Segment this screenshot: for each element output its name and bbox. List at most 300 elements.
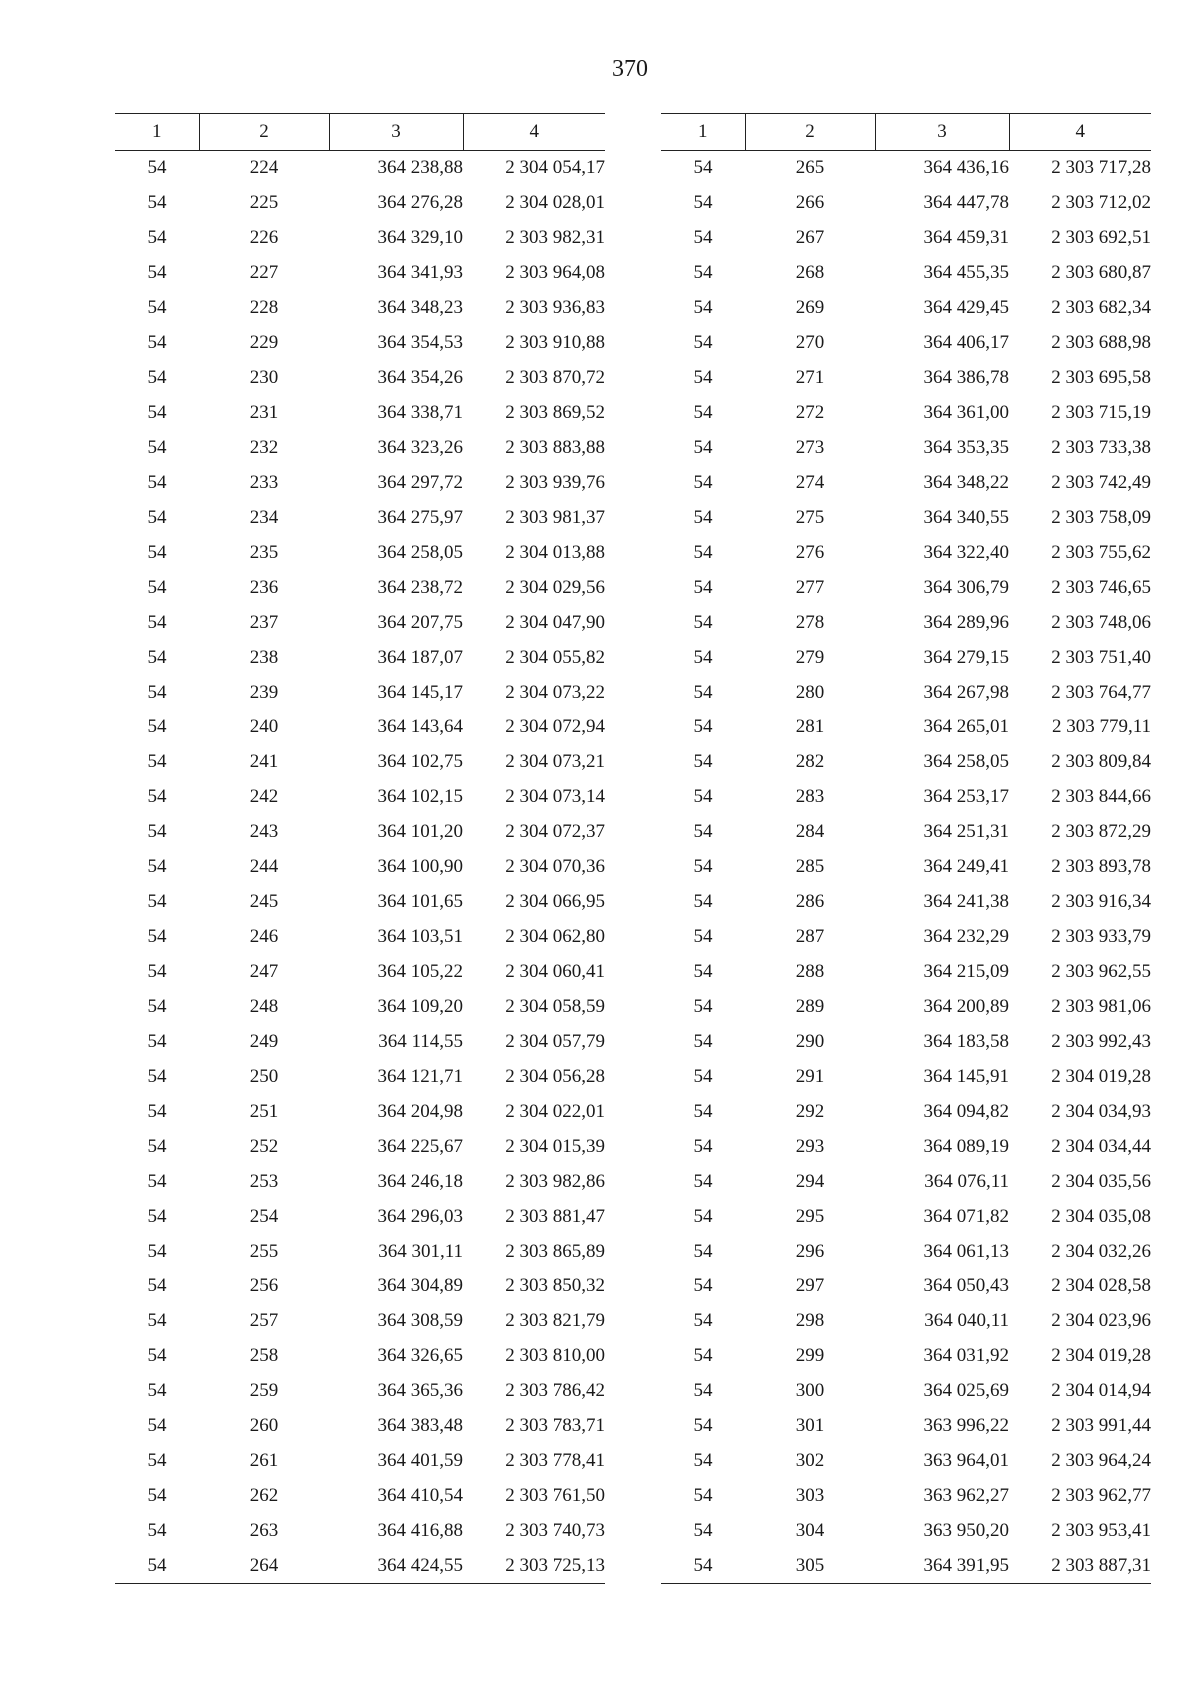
table-cell-col-2: 276: [795, 541, 825, 563]
table-cell-col-1: 54: [693, 716, 713, 738]
coordinates-table-right: [661, 113, 1151, 1584]
table-cell-col-2: 292: [795, 1100, 825, 1122]
table-cell-col-4: 2 304 035,08: [1051, 1205, 1151, 1227]
table-row: [661, 780, 1151, 815]
table-row: [115, 361, 605, 396]
table-cell-col-2: 299: [795, 1345, 825, 1367]
table-row: [661, 1479, 1151, 1514]
table-cell-col-2: 279: [795, 646, 825, 668]
table-row: [115, 151, 605, 186]
table-cell-col-4: 2 304 056,28: [505, 1065, 605, 1087]
table-cell-col-4: 2 303 746,65: [1051, 576, 1151, 598]
table-cell-col-2: 286: [795, 891, 825, 913]
table-cell-col-2: 232: [249, 436, 279, 458]
table-cell-col-3: 364 354,26: [377, 367, 463, 389]
table-row: [661, 955, 1151, 990]
table-cell-col-1: 54: [147, 402, 167, 424]
table-cell-col-3: 363 996,22: [923, 1415, 1009, 1437]
table-cell-col-2: 237: [249, 611, 279, 633]
table-cell-col-3: 364 200,89: [923, 995, 1009, 1017]
table-cell-col-1: 54: [693, 1030, 713, 1052]
table-row: [115, 640, 605, 675]
table-cell-col-1: 54: [693, 1065, 713, 1087]
table-cell-col-1: 54: [693, 332, 713, 354]
table-cell-col-1: 54: [693, 995, 713, 1017]
table-row: [115, 1234, 605, 1269]
table-row: [115, 1514, 605, 1549]
table-cell-col-4: 2 303 939,76: [505, 471, 605, 493]
table-cell-col-3: 364 348,23: [377, 297, 463, 319]
table-cell-col-1: 54: [693, 541, 713, 563]
table-cell-col-1: 54: [693, 157, 713, 179]
table-row: [115, 1199, 605, 1234]
table-cell-col-1: 54: [693, 1310, 713, 1332]
table-cell-col-2: 301: [795, 1415, 825, 1437]
table-row: [661, 221, 1151, 256]
table-cell-col-1: 54: [693, 1450, 713, 1472]
table-cell-col-1: 54: [147, 506, 167, 528]
table-cell-col-1: 54: [693, 1275, 713, 1297]
table-cell-col-1: 54: [693, 646, 713, 668]
table-row: [661, 500, 1151, 535]
table-cell-col-1: 54: [147, 157, 167, 179]
table-cell-col-1: 54: [693, 1240, 713, 1262]
table-cell-col-3: 364 040,11: [924, 1310, 1009, 1332]
table-cell-col-3: 364 145,17: [377, 681, 463, 703]
table-cell-col-1: 54: [693, 1520, 713, 1542]
table-cell-col-1: 54: [693, 891, 713, 913]
table-cell-col-2: 291: [795, 1065, 825, 1087]
table-cell-col-4: 2 304 073,14: [505, 786, 605, 808]
table-cell-col-4: 2 303 850,32: [505, 1275, 605, 1297]
table-row: [661, 640, 1151, 675]
table-cell-col-2: 255: [249, 1240, 279, 1262]
table-cell-col-1: 54: [147, 995, 167, 1017]
table-cell-col-2: 244: [249, 856, 279, 878]
table-cell-col-4: 2 303 786,42: [505, 1380, 605, 1402]
table-cell-col-3: 364 365,36: [377, 1380, 463, 1402]
table-cell-col-2: 298: [795, 1310, 825, 1332]
table-cell-col-3: 364 251,31: [923, 821, 1009, 843]
table-cell-col-1: 54: [661, 1549, 745, 1584]
table-cell-col-4: 2 304 072,37: [505, 821, 605, 843]
table-cell-col-3: 364 275,97: [377, 506, 463, 528]
table-cell-col-2: 289: [795, 995, 825, 1017]
table-cell-col-1: 54: [147, 646, 167, 668]
table-cell-col-4: 2 303 962,77: [1051, 1485, 1151, 1507]
table-cell-col-2: 268: [795, 262, 825, 284]
table-row: [115, 780, 605, 815]
table-cell-col-4: 2 303 964,08: [505, 262, 605, 284]
table-row: [115, 326, 605, 361]
table-cell-col-1: 54: [147, 611, 167, 633]
table-cell-col-2: 229: [249, 332, 279, 354]
table-row: [115, 396, 605, 431]
column-header-1: 1: [661, 114, 745, 151]
table-cell-col-1: 54: [147, 297, 167, 319]
table-cell-col-3: 364 348,22: [923, 471, 1009, 493]
table-cell-col-4: 2 304 062,80: [505, 926, 605, 948]
table-cell-col-2: 303: [795, 1485, 825, 1507]
table-row: [661, 361, 1151, 396]
table-cell-col-4: 2 303 821,79: [505, 1310, 605, 1332]
table-cell-col-4: 2 303 748,06: [1051, 611, 1151, 633]
table-cell-col-1: 54: [693, 611, 713, 633]
table-cell-col-3: 364 416,88: [377, 1520, 463, 1542]
table-cell-col-2: 253: [249, 1170, 279, 1192]
table-cell-col-1: 54: [147, 1170, 167, 1192]
table-row: [661, 151, 1151, 186]
table-cell-col-3: 364 101,65: [377, 891, 463, 913]
table-cell-col-3: 364 265,01: [923, 716, 1009, 738]
column-header-2: 2: [745, 114, 875, 151]
table-cell-col-1: 54: [147, 786, 167, 808]
table-cell-col-3: 364 304,89: [377, 1275, 463, 1297]
table-cell-col-1: 54: [693, 1135, 713, 1157]
table-cell-col-3: 364 105,22: [377, 961, 463, 983]
table-cell-col-1: 54: [147, 926, 167, 948]
table-row: [115, 1549, 605, 1584]
table-cell-col-4: 2 303 910,88: [505, 332, 605, 354]
table-cell-col-4: 2 303 982,86: [505, 1170, 605, 1192]
column-header-4: 4: [1009, 114, 1151, 151]
table-cell-col-4: 2 304 034,93: [1051, 1100, 1151, 1122]
table-row: [115, 675, 605, 710]
table-row: [115, 955, 605, 990]
table-cell-col-3: 364 340,55: [923, 506, 1009, 528]
table-cell-col-4: 2 303 740,73: [505, 1520, 605, 1542]
table-cell-col-3: 364 241,38: [923, 891, 1009, 913]
table-row: [661, 326, 1151, 361]
table-cell-col-4: 2 303 712,02: [1051, 192, 1151, 214]
table-cell-col-4: 2 303 810,00: [505, 1345, 605, 1367]
table-row: [115, 1479, 605, 1514]
table-cell-col-3: 364 031,92: [923, 1345, 1009, 1367]
table-cell-col-4: 2 304 019,28: [1051, 1345, 1151, 1367]
table-cell-col-3: 364 322,40: [923, 541, 1009, 563]
table-cell-col-3: 364 279,15: [923, 646, 1009, 668]
table-cell-col-1: 54: [147, 751, 167, 773]
table-cell-col-3: 364 338,71: [377, 402, 463, 424]
table-cell-col-2: 272: [795, 402, 825, 424]
table-cell-col-4: 2 304 023,96: [1051, 1310, 1151, 1332]
table-row: [661, 1199, 1151, 1234]
table-cell-col-3: 364 455,35: [923, 262, 1009, 284]
table-cell-col-3: 364 102,75: [377, 751, 463, 773]
table-cell-col-1: 54: [147, 856, 167, 878]
table-row: [115, 1129, 605, 1164]
table-cell-col-3: 364 076,11: [924, 1170, 1009, 1192]
table-cell-col-1: 54: [147, 961, 167, 983]
table-cell-col-4: 2 303 953,41: [1051, 1520, 1151, 1542]
table-cell-col-2: 271: [795, 367, 825, 389]
table-cell-col-1: 54: [693, 1205, 713, 1227]
table-cell-col-3: 364 114,55: [378, 1030, 463, 1052]
table-cell-col-3: 364 258,05: [377, 541, 463, 563]
table-cell-col-1: 54: [147, 1380, 167, 1402]
table-cell-col-4: 2 303 991,44: [1051, 1415, 1151, 1437]
table-cell-col-3: 364 225,67: [377, 1135, 463, 1157]
table-cell-col-4: 2 303 869,52: [505, 402, 605, 424]
table-row: [115, 990, 605, 1025]
table-body: [115, 151, 605, 1584]
table-cell-col-1: 54: [147, 436, 167, 458]
table-cell-col-3: 364 267,98: [923, 681, 1009, 703]
table-cell-col-2: 294: [795, 1170, 825, 1192]
table-cell-col-2: 264: [199, 1549, 329, 1584]
table-cell-col-3: 364 094,82: [923, 1100, 1009, 1122]
table-cell-col-4: 2 304 022,01: [505, 1100, 605, 1122]
table-cell-col-4: 2 303 844,66: [1051, 786, 1151, 808]
table-cell-col-2: 269: [795, 297, 825, 319]
column-header-1: 1: [115, 114, 199, 151]
table-cell-col-3: 364 050,43: [923, 1275, 1009, 1297]
table-row: [661, 1444, 1151, 1479]
table-cell-col-2: 235: [249, 541, 279, 563]
table-cell-col-3: 364 061,13: [923, 1240, 1009, 1262]
table-cell-col-2: 283: [795, 786, 825, 808]
table-cell-col-2: 246: [249, 926, 279, 948]
table-row: [115, 710, 605, 745]
table-cell-col-3: 364 238,88: [377, 157, 463, 179]
table-cell-col-2: 265: [795, 157, 825, 179]
table-cell-col-1: 54: [693, 402, 713, 424]
table-cell-col-4: 2 303 883,88: [505, 436, 605, 458]
table-row: [115, 920, 605, 955]
table-cell-col-3: 364 276,28: [377, 192, 463, 214]
table-row: [661, 1024, 1151, 1059]
table-cell-col-3: 364 406,17: [923, 332, 1009, 354]
table-cell-col-3: 364 353,35: [923, 436, 1009, 458]
table-row: [115, 535, 605, 570]
table-cell-col-4: 2 304 035,56: [1051, 1170, 1151, 1192]
table-cell-col-3: 364 101,20: [377, 821, 463, 843]
table-cell-col-3: 364 383,48: [377, 1415, 463, 1437]
table-cell-col-4: 2 304 073,21: [505, 751, 605, 773]
table-cell-col-4: 2 304 058,59: [505, 995, 605, 1017]
table-cell-col-1: 54: [147, 367, 167, 389]
table-cell-col-4: 2 304 032,26: [1051, 1240, 1151, 1262]
table-cell-col-2: 284: [795, 821, 825, 843]
table-cell-col-3: 364 089,19: [923, 1135, 1009, 1157]
table-cell-col-2: 234: [249, 506, 279, 528]
table-cell-col-3: 364 100,90: [377, 856, 463, 878]
table-cell-col-3: 364 323,26: [377, 436, 463, 458]
table-cell-col-4: 2 303 982,31: [505, 227, 605, 249]
table-cell-col-1: 54: [693, 1485, 713, 1507]
table-cell-col-2: 266: [795, 192, 825, 214]
table-cell-col-2: 288: [795, 961, 825, 983]
table-cell-col-1: 54: [147, 1450, 167, 1472]
table-cell-col-1: 54: [693, 1415, 713, 1437]
table-cell-col-2: 238: [249, 646, 279, 668]
table-cell-col-3: 364 246,18: [377, 1170, 463, 1192]
table-row: [661, 1059, 1151, 1094]
table-cell-col-2: 293: [795, 1135, 825, 1157]
table-cell-col-3: 364 238,72: [377, 576, 463, 598]
column-header-4: 4: [463, 114, 605, 151]
table-cell-col-3: 364 447,78: [923, 192, 1009, 214]
table-cell-col-4: 2 304 029,56: [505, 576, 605, 598]
table-cell-col-2: 270: [795, 332, 825, 354]
table-cell-col-1: 54: [147, 471, 167, 493]
table-cell-col-4: 2 304 034,44: [1051, 1135, 1151, 1157]
table-cell-col-4: 2 304 014,94: [1051, 1380, 1151, 1402]
table-cell-col-1: 54: [147, 716, 167, 738]
table-cell-col-3: 364 187,07: [377, 646, 463, 668]
table-cell-col-3: 364 401,59: [377, 1450, 463, 1472]
table-cell-col-2: 281: [795, 716, 825, 738]
table-cell-col-3: 364 410,54: [377, 1485, 463, 1507]
table-row: [661, 1129, 1151, 1164]
table-cell-col-3: 363 950,20: [923, 1520, 1009, 1542]
table-cell-col-3: 364 103,51: [377, 926, 463, 948]
table-cell-col-1: 54: [693, 1345, 713, 1367]
table-cell-col-4: 2 304 073,22: [505, 681, 605, 703]
table-cell-col-2: 278: [795, 611, 825, 633]
table-cell-col-4: 2 303 870,72: [505, 367, 605, 389]
table-cell-col-3: 364 326,65: [377, 1345, 463, 1367]
table-cell-col-2: 259: [249, 1380, 279, 1402]
table-cell-col-3: 364 424,55: [329, 1549, 463, 1584]
table-cell-col-4: 2 303 758,09: [1051, 506, 1151, 528]
table-cell-col-1: 54: [693, 297, 713, 319]
table-cell-col-1: 54: [147, 1030, 167, 1052]
table-header-row: [115, 114, 605, 151]
table-row: [115, 1059, 605, 1094]
table-cell-col-4: 2 303 933,79: [1051, 926, 1151, 948]
table-cell-col-3: 364 109,20: [377, 995, 463, 1017]
table-cell-col-3: 364 204,98: [377, 1100, 463, 1122]
table-cell-col-1: 54: [693, 821, 713, 843]
table-cell-col-4: 2 304 072,94: [505, 716, 605, 738]
table-row: [115, 500, 605, 535]
table-row: [661, 605, 1151, 640]
table-cell-col-1: 54: [693, 751, 713, 773]
table-cell-col-3: 364 308,59: [377, 1310, 463, 1332]
table-cell-col-1: 54: [147, 681, 167, 703]
table-cell-col-4: 2 303 733,38: [1051, 436, 1151, 458]
table-cell-col-1: 54: [147, 1310, 167, 1332]
table-cell-col-3: 364 145,91: [923, 1065, 1009, 1087]
table-cell-col-4: 2 304 066,95: [505, 891, 605, 913]
table-cell-col-4: 2 303 717,28: [1051, 157, 1151, 179]
table-cell-col-3: 364 329,10: [377, 227, 463, 249]
table-cell-col-4: 2 304 015,39: [505, 1135, 605, 1157]
table-row: [661, 291, 1151, 326]
table-cell-col-1: 54: [693, 961, 713, 983]
table-cell-col-3: 364 459,31: [923, 227, 1009, 249]
table-row: [115, 1339, 605, 1374]
table-cell-col-1: 54: [693, 367, 713, 389]
table-cell-col-4: 2 303 751,40: [1051, 646, 1151, 668]
table-cell-col-4: 2 304 028,01: [505, 192, 605, 214]
table-cell-col-1: 54: [693, 506, 713, 528]
table-cell-col-2: 257: [249, 1310, 279, 1332]
table-cell-col-2: 260: [249, 1415, 279, 1437]
table-cell-col-1: 54: [693, 681, 713, 703]
table-cell-col-3: 364 361,00: [923, 402, 1009, 424]
table-row: [661, 396, 1151, 431]
table-row: [661, 1549, 1151, 1584]
table-row: [661, 745, 1151, 780]
table-cell-col-3: 364 025,69: [923, 1380, 1009, 1402]
table-row: [661, 815, 1151, 850]
table-cell-col-4: 2 303 981,37: [505, 506, 605, 528]
table-cell-col-2: 245: [249, 891, 279, 913]
table-cell-col-2: 252: [249, 1135, 279, 1157]
table-cell-col-4: 2 303 893,78: [1051, 856, 1151, 878]
table-cell-col-4: 2 303 778,41: [505, 1450, 605, 1472]
table-row: [661, 990, 1151, 1025]
table-row: [115, 1444, 605, 1479]
table-cell-col-4: 2 303 936,83: [505, 297, 605, 319]
table-cell-col-1: 54: [693, 436, 713, 458]
table-cell-col-2: 275: [795, 506, 825, 528]
table-cell-col-4: 2 303 981,06: [1051, 995, 1151, 1017]
table-cell-col-2: 233: [249, 471, 279, 493]
column-header-2: 2: [199, 114, 329, 151]
table-cell-col-4: 2 304 057,79: [505, 1030, 605, 1052]
table-cell-col-4: 2 303 881,47: [505, 1205, 605, 1227]
table-cell-col-2: 263: [249, 1520, 279, 1542]
table-cell-col-2: 290: [795, 1030, 825, 1052]
table-cell-col-1: 54: [147, 1065, 167, 1087]
table-cell-col-4: 2 303 682,34: [1051, 297, 1151, 319]
table-cell-col-2: 258: [249, 1345, 279, 1367]
table-cell-col-4: 2 304 019,28: [1051, 1065, 1151, 1087]
table-cell-col-3: 364 341,93: [377, 262, 463, 284]
table-cell-col-3: 364 207,75: [377, 611, 463, 633]
table-cell-col-2: 295: [795, 1205, 825, 1227]
table-row: [115, 465, 605, 500]
table-cell-col-2: 300: [795, 1380, 825, 1402]
table-cell-col-3: 364 183,58: [923, 1030, 1009, 1052]
table-cell-col-2: 239: [249, 681, 279, 703]
table-cell-col-2: 254: [249, 1205, 279, 1227]
table-row: [661, 535, 1151, 570]
table-body: [661, 151, 1151, 1584]
table-cell-col-4: 2 304 013,88: [505, 541, 605, 563]
table-cell-col-2: 296: [795, 1240, 825, 1262]
table-row: [661, 465, 1151, 500]
table-cell-col-4: 2 303 764,77: [1051, 681, 1151, 703]
table-cell-col-2: 240: [249, 716, 279, 738]
table-cell-col-1: 54: [147, 1520, 167, 1542]
table-cell-col-1: 54: [693, 926, 713, 948]
table-cell-col-3: 363 964,01: [923, 1450, 1009, 1472]
table-row: [115, 1304, 605, 1339]
table-cell-col-3: 364 297,72: [377, 471, 463, 493]
table-cell-col-2: 225: [249, 192, 279, 214]
table-cell-col-3: 364 249,41: [923, 856, 1009, 878]
table-cell-col-2: 302: [795, 1450, 825, 1472]
table-cell-col-4: 2 303 688,98: [1051, 332, 1151, 354]
table-cell-col-4: 2 303 865,89: [505, 1240, 605, 1262]
table-cell-col-1: 54: [147, 1100, 167, 1122]
table-cell-col-4: 2 304 028,58: [1051, 1275, 1151, 1297]
table-cell-col-1: 54: [147, 227, 167, 249]
table-cell-col-2: 241: [249, 751, 279, 773]
table-cell-col-1: 54: [147, 1345, 167, 1367]
table-cell-col-1: 54: [693, 786, 713, 808]
table-row: [661, 1409, 1151, 1444]
table-cell-col-2: 287: [795, 926, 825, 948]
coordinates-table-left: [115, 113, 605, 1584]
table-cell-col-3: 363 962,27: [923, 1485, 1009, 1507]
table-cell-col-3: 364 296,03: [377, 1205, 463, 1227]
table-cell-col-1: 54: [693, 262, 713, 284]
